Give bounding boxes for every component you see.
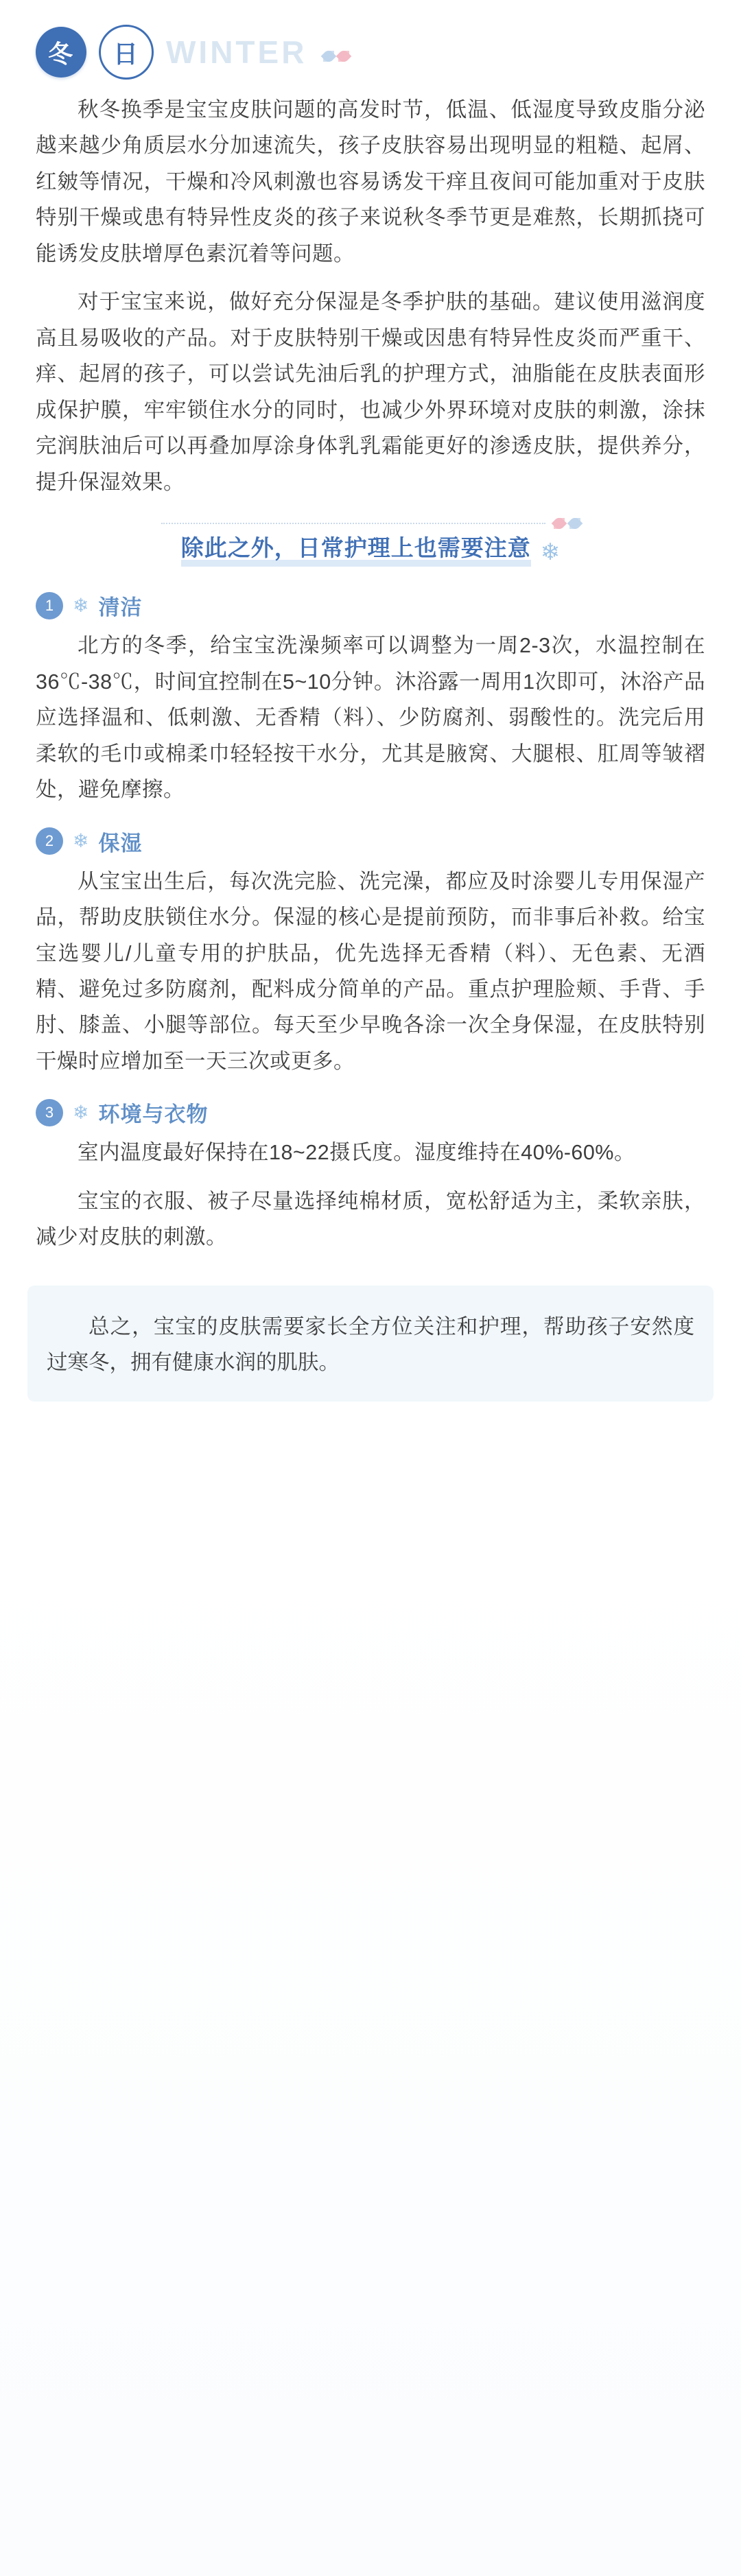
care-item-moisturizing — [0, 826, 741, 1080]
article-header — [0, 0, 741, 92]
closing-text: 总之，宝宝的皮肤需要家长全方位关注和护理，帮助孩子安然度过寒冬，拥有健康水润的肌肤。 — [47, 1314, 694, 1375]
snowflake-icon: ❄ — [73, 1101, 89, 1123]
snowflake-icon: ❄ — [73, 594, 89, 616]
flower-icon — [338, 51, 349, 62]
snowflake-icon: ❄ — [540, 539, 561, 565]
step-number-badge: 3 — [36, 1099, 63, 1126]
care-item-header — [36, 1097, 705, 1128]
divider-line — [161, 523, 545, 524]
care-item-environment — [0, 1097, 741, 1255]
flower-icon — [323, 51, 334, 62]
care-item-body-1: 室内温度最好保持在18~22摄氏度。湿度维持在40%-60%。 — [78, 1141, 635, 1165]
care-item-title: 清洁 — [98, 595, 143, 620]
care-item-body: 北方的冬季，给宝宝洗澡频率可以调整为一周2-3次，水温控制在36℃-38℃，时间宜控制在5~10分钟。沐浴露一周用1次即可，沐浴产品应选择温和、低刺激、无香精（料）、少防腐剂、弱酸性的。洗完后用柔软的毛巾或棉柔巾轻轻按干水分，尤其是腋窝、大腿根、肛周等皱褶处，避免摩擦。 — [36, 634, 705, 802]
care-item-body-2: 宝宝的衣服、被子尽量选择纯棉材质，宽松舒适为主，柔软亲肤，减少对皮肤的刺激。 — [36, 1189, 705, 1249]
intro-section — [0, 92, 741, 500]
care-item-header — [36, 590, 705, 621]
step-number-badge: 1 — [36, 592, 63, 619]
section-divider — [0, 518, 741, 529]
season-badge-winter: 冬 — [36, 27, 86, 78]
flower-icon — [569, 518, 580, 529]
snowflake-icon: ❄ — [73, 830, 89, 852]
care-item-title: 保湿 — [98, 831, 143, 855]
header-flower-cluster — [323, 51, 349, 62]
flower-icon — [554, 518, 565, 529]
step-number-badge: 2 — [36, 827, 63, 855]
closing-card — [27, 1286, 714, 1402]
care-item-title: 环境与衣物 — [98, 1102, 209, 1127]
care-item-header — [36, 826, 705, 857]
intro-paragraph-2: 对于宝宝来说，做好充分保湿是冬季护肤的基础。建议使用滋润度高且易吸收的产品。对于皮肤特别干燥或因患有特异性皮炎而严重干、痒、起屑的孩子，可以尝试先油后乳的护理方式，油脂能在皮肤表面形成保护膜，牢牢锁住水分的同时，也减少外界环境对皮肤的刺激，涂抹完润肤油后可以再叠加厚涂身体乳乳霜能更好的渗透皮肤，提供养分，提升保湿效果。 — [36, 290, 705, 494]
section-heading — [0, 534, 741, 567]
section-heading-text: 除此之外，日常护理上也需要注意 — [181, 537, 531, 567]
intro-paragraph-1: 秋冬换季是宝宝皮肤问题的高发时节，低温、低湿度导致皮脂分泌越来越少角质层水分加速流失，孩子皮肤容易出现明显的粗糙、起屑、红皴等情况，干燥和冷风刺激也容易诱发干痒且夜间可能加重对于皮肤特别干燥或患有特异性皮炎的孩子来说秋冬季节更是难熬，长期抓挠可能诱发皮肤增厚色素沉着等问题。 — [36, 98, 705, 265]
care-item-body: 从宝宝出生后，每次洗完脸、洗完澡，都应及时涂婴儿专用保湿产品，帮助皮肤锁住水分。保湿的核心是提前预防，而非事后补救。给宝宝选婴儿/儿童专用的护肤品，优先选择无香精（料）、无色素、无酒精、避免过多防腐剂，配料成分简单的产品。重点护理脸颊、手背、手肘、膝盖、小腿等部位。每天至少早晚各涂一次全身保湿，在皮肤特别干燥时应增加至一天三次或更多。 — [36, 869, 705, 1073]
wordmark-winter: WINTER — [166, 34, 307, 70]
care-item-cleaning — [0, 590, 741, 807]
season-badge-day: 日 — [99, 25, 154, 80]
divider-flower-cluster — [554, 518, 580, 529]
